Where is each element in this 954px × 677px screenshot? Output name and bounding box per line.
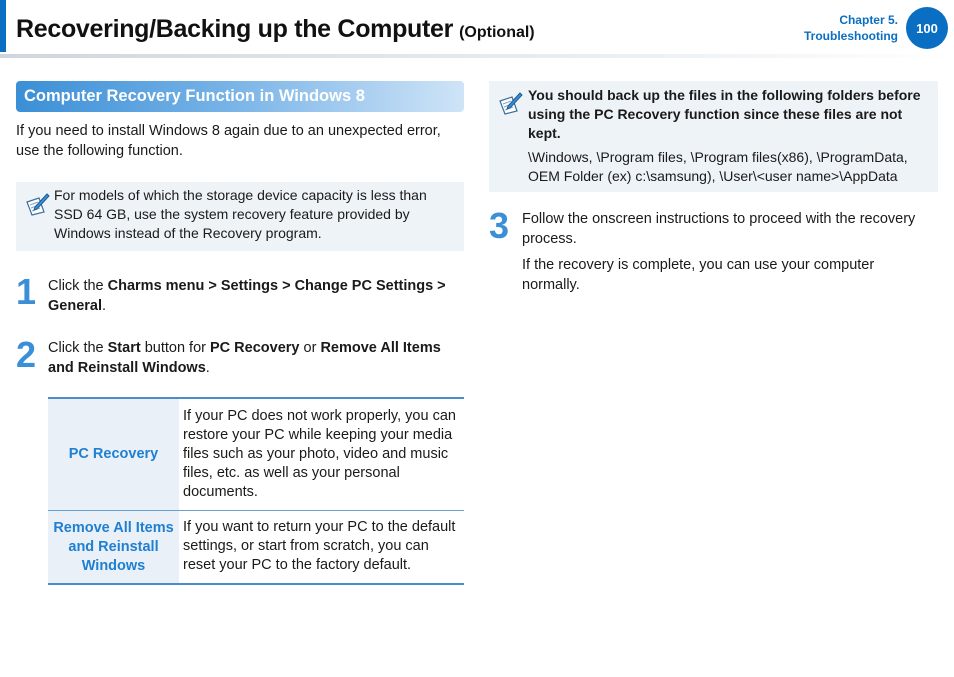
header-accent-bar (0, 0, 6, 52)
note-box-backup (489, 81, 938, 192)
step-3-text: Follow the onscreen instructions to proceed with the recovery process. (522, 211, 916, 247)
step-number: 3 (489, 205, 510, 246)
charms-path: Charms menu > Settings > Change PC Settings > General (48, 278, 446, 314)
pen-paper-icon (24, 190, 50, 216)
step-2-text: Click the Start button for PC Recovery or Remove All Items and Reinstall Windows. (48, 340, 441, 376)
step-number: 2 (16, 334, 37, 375)
option-description: If you want to return your PC to the default settings, or start from scratch, you can reset your PC to the factory default. (179, 511, 464, 585)
chapter-number: Chapter 5. (839, 13, 898, 27)
chapter-label (804, 12, 898, 44)
note-box-storage (16, 182, 464, 251)
table-row (48, 398, 464, 511)
step-number: 1 (16, 271, 37, 312)
page-number-badge: 100 (906, 7, 948, 49)
section-heading: Computer Recovery Function in Windows 8 (16, 81, 464, 112)
note-folder-paths: \Windows, \Program files, \Program files(x86), \ProgramData, OEM Folder (ex) c:\samsung), \User\<user name>\AppData (528, 149, 908, 184)
page-title-main: Recovering/Backing up the Computer (16, 15, 454, 43)
page-title (16, 8, 535, 45)
header-divider (0, 54, 954, 58)
page-title-optional: (Optional) (459, 24, 535, 41)
option-name: PC Recovery (48, 398, 179, 511)
intro-paragraph: If you need to install Windows 8 again due to an unexpected error, use the following function. (16, 123, 441, 159)
pen-paper-icon (497, 89, 523, 115)
recovery-options-table (48, 397, 464, 585)
option-description: If your PC does not work properly, you can restore your PC while keeping your media files such as your photo, video and music files, etc. as well as your personal documents. (179, 398, 464, 511)
note-text: For models of which the storage device capacity is less than SSD 64 GB, use the system recovery feature provided by Windows instead of the Recovery program. (54, 187, 427, 241)
note-warning-text: You should back up the files in the following folders before using the PC Recovery function since these files are not kept. (528, 87, 921, 141)
option-name: Remove All Items and Reinstall Windows (48, 511, 179, 585)
table-row (48, 511, 464, 585)
chapter-name: Troubleshooting (804, 29, 898, 43)
step-3-followup: If the recovery is complete, you can use your computer normally. (522, 257, 875, 293)
step-1-text: Click the Charms menu > Settings > Change PC Settings > General. (48, 278, 446, 314)
